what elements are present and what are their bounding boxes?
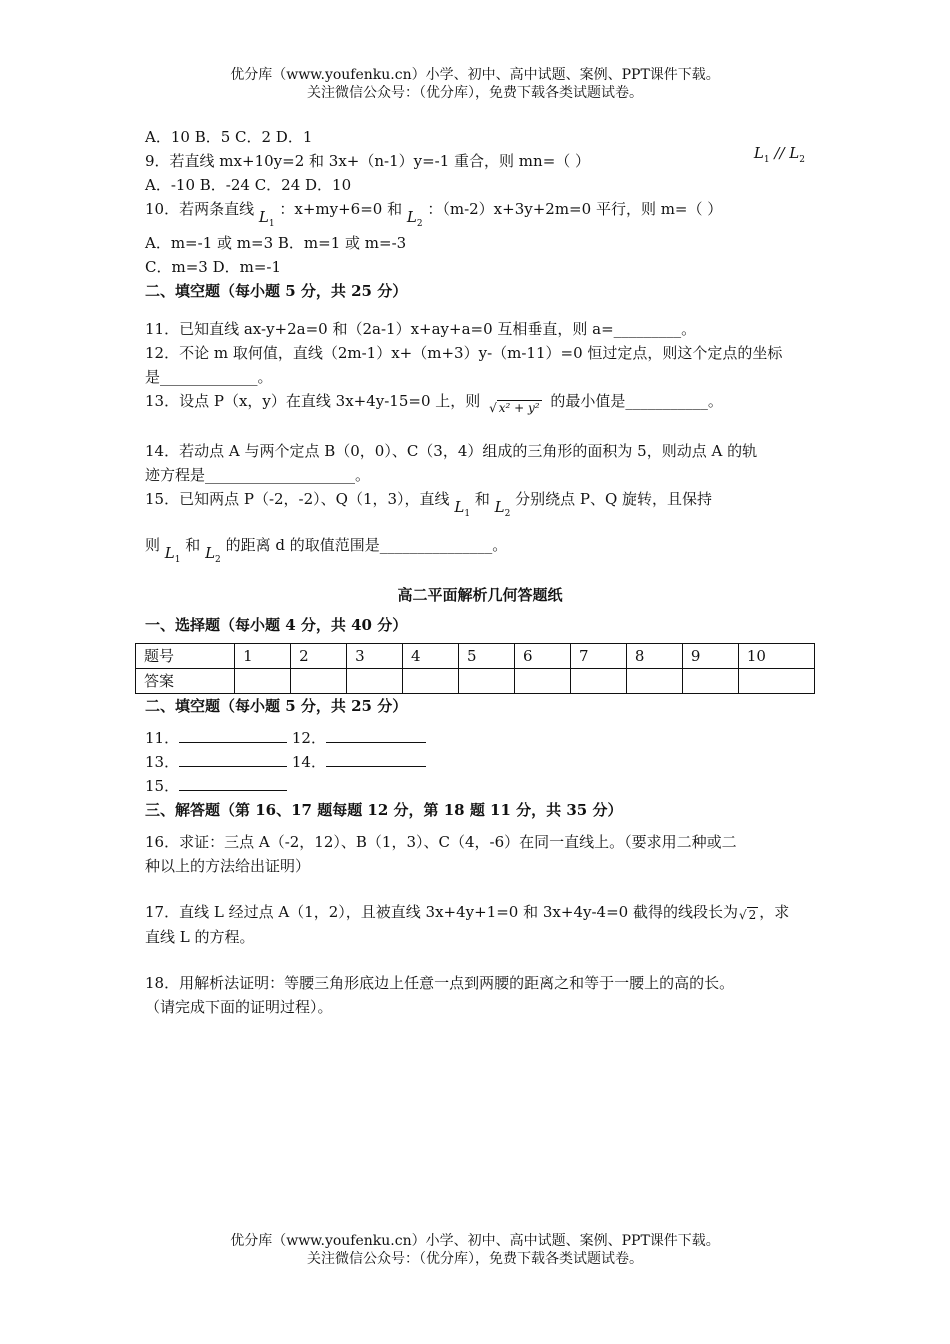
answer-cell[interactable] [235, 669, 291, 694]
l2-symbol: $L_2$ [406, 208, 423, 229]
l2-symbol: $L_2$ [205, 544, 221, 565]
q15-line-1: 15．已知两点 P（-2，-2）、Q（1，3），直线 $L_1$ 和 $L_2$ 分别绕点 P、Q 旋转，且保持 $L_1 // L_2$ [145, 487, 815, 527]
l1-symbol: $L_1$ [258, 208, 275, 229]
q16-line-2: 种以上的方法给出证明） [145, 857, 311, 875]
q8-options: A．10 B．5 C．2 D．1 [145, 128, 313, 146]
exam-content [145, 125, 815, 1019]
l2-symbol: $L_2$ [494, 498, 511, 519]
q17-line-2: 直线 L 的方程。 [145, 928, 255, 946]
q11: 11．已知直线 ax-y+2a=0 和（2a-1）x+ay+a=0 互相垂直，则 a=_________。 [145, 320, 697, 338]
question-number: 3 [347, 644, 403, 669]
l1-symbol: $L_1$ [454, 498, 471, 519]
answer-cell[interactable] [570, 669, 626, 694]
section-2-title: 二、填空题（每小题 5 分，共 25 分） [145, 282, 408, 300]
sqrt-expression: √ x² + y² [489, 401, 540, 415]
question-number: 1 [235, 644, 291, 669]
sqrt-expression: √ 2 [738, 908, 757, 922]
footer-line-2: 关注微信公众号：（优分库），免费下载各类试题试卷。 [307, 1251, 643, 1267]
q14-line-2: 迹方程是____________________。 [145, 466, 371, 484]
question-number: 4 [403, 644, 459, 669]
answer-cell[interactable] [738, 669, 814, 694]
parallel-expression: $L_1 // L_2$ [753, 144, 805, 165]
answer-cell[interactable] [291, 669, 347, 694]
q18-line-2: （请完成下面的证明过程）。 [145, 998, 333, 1016]
table-row [136, 644, 815, 669]
q9-options: A．-10 B．-24 C．24 D．10 [145, 176, 352, 194]
q14-line-1: 14．若动点 A 与两个定点 B（0，0）、C（3，4）组成的三角形的面积为 5，则动点 A 的轨 [145, 442, 758, 460]
q12-line-1: 12．不论 m 取何值，直线（2m-1）x+（m+3）y-（m-11）=0 恒过定点，则这个定点的坐标 [145, 344, 783, 362]
fill-row: 11． 12． [145, 726, 815, 750]
answer-section-2-title: 二、填空题（每小题 5 分，共 25 分） [145, 697, 408, 715]
question-number: 7 [570, 644, 626, 669]
question-number: 8 [626, 644, 682, 669]
answer-cell[interactable] [514, 669, 570, 694]
header-line-2: 关注微信公众号：（优分库），免费下载各类试题试卷。 [307, 85, 643, 101]
fill-row: 13． 14． [145, 750, 815, 774]
page-header [0, 66, 950, 102]
q16-line-1: 16．求证：三点 A（-2，12）、B（1，3）、C（4，-6）在同一直线上。（要求用二种或二 [145, 833, 737, 851]
answer-section-1-title: 一、选择题（每小题 4 分，共 40 分） [145, 616, 408, 634]
l1-symbol: $L_1$ [164, 544, 181, 565]
answer-table [135, 643, 815, 694]
q10-options-1: A．m=-1 或 m=3 B．m=1 或 m=-3 [145, 234, 407, 252]
blank-13[interactable] [179, 750, 287, 767]
blank-15[interactable] [179, 774, 287, 791]
answer-sheet-title: 高二平面解析几何答题纸 [397, 586, 563, 604]
q10-options-2: C．m=3 D．m=-1 [145, 258, 282, 276]
q12-line-2: 是_____________。 [145, 368, 273, 386]
blank-14[interactable] [326, 750, 426, 767]
table-row [136, 669, 815, 694]
answer-cell[interactable] [459, 669, 515, 694]
q18-line-1: 18．用解析法证明：等腰三角形底边上任意一点到两腰的距离之和等于一腰上的高的长。 [145, 974, 735, 992]
question-number: 9 [682, 644, 738, 669]
q9-stem: 9．若直线 mx+10y=2 和 3x+（n-1）y=-1 重合，则 mn=（ ） [145, 152, 591, 170]
answer-cell[interactable] [347, 669, 403, 694]
answer-cell[interactable] [682, 669, 738, 694]
q15-line-2: 则 $L_1$ 和 $L_2$ 的距离 d 的取值范围是_______________。 [145, 536, 508, 565]
answer-cell[interactable] [626, 669, 682, 694]
blank-11[interactable] [179, 726, 287, 743]
footer-line-1: 优分库（www.youfenku.cn）小学、初中、高中试题、案例、PPT课件下载。 [230, 1233, 720, 1249]
question-number: 6 [514, 644, 570, 669]
table-row-label: 答案 [136, 669, 235, 694]
question-number: 2 [291, 644, 347, 669]
fill-row: 15． [145, 774, 815, 798]
question-number: 10 [738, 644, 814, 669]
blank-12[interactable] [326, 726, 426, 743]
q10-stem: 10．若两条直线 $L_1$ ：x+my+6=0 和 $L_2$ ：（m-2）x+3y+2m=0 平行，则 m=（ ） [145, 200, 723, 229]
table-header-label: 题号 [136, 644, 235, 669]
q17-line-1: 17．直线 L 经过点 A（1，2），且被直线 3x+4y+1=0 和 3x+4y-4=0 截得的线段长为√ 2 ，求 [145, 900, 815, 925]
q13: 13．设点 P（x，y）在直线 3x+4y-15=0 上，则 √ x² + y² 的最小值是___________。 [145, 389, 815, 425]
question-number: 5 [459, 644, 515, 669]
answer-section-3-title: 三、解答题（第 16、17 题每题 12 分，第 18 题 11 分，共 35 分） [145, 801, 623, 819]
header-line-1: 优分库（www.youfenku.cn）小学、初中、高中试题、案例、PPT课件下载。 [230, 67, 720, 83]
page-footer [0, 1232, 950, 1268]
answer-cell[interactable] [403, 669, 459, 694]
